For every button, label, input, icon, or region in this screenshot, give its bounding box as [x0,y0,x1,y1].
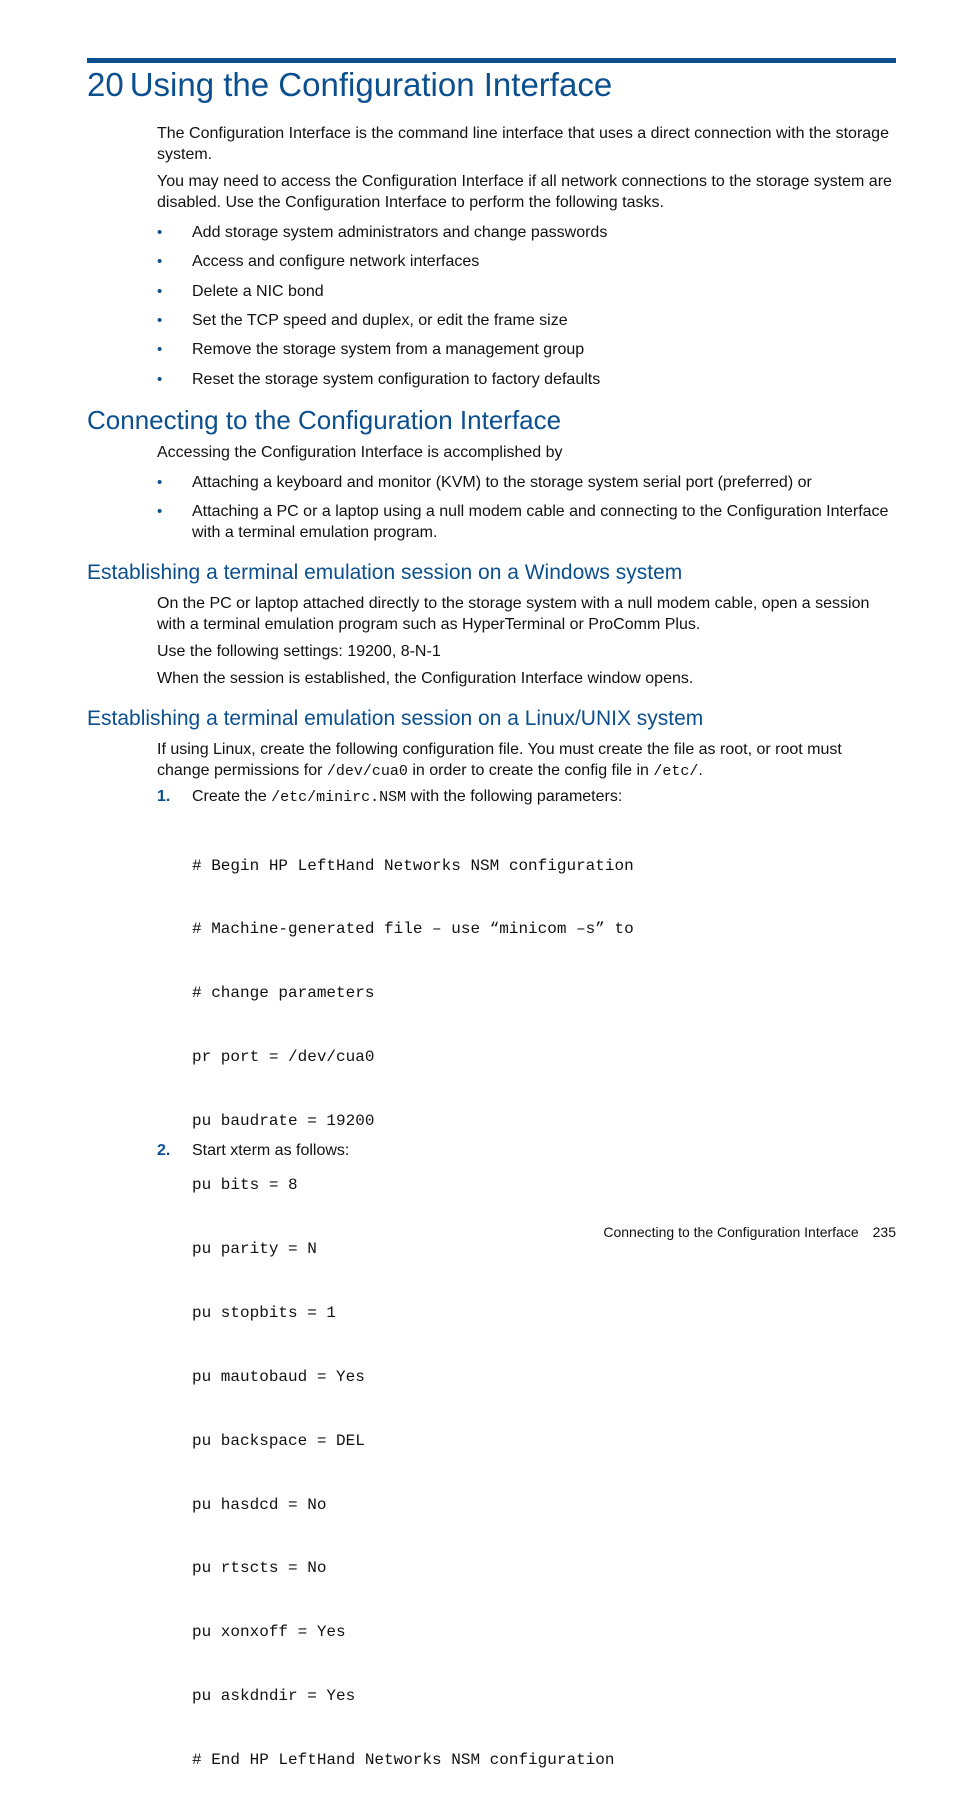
code-line: pu rtscts = No [192,1559,327,1578]
footer-section-title: Connecting to the Configuration Interface [603,1224,859,1240]
list-item: • Add storage system administrators and change passwords [157,224,608,241]
code-line: # change parameters [192,984,375,1003]
inline-code: /etc/ [653,763,699,780]
list-item: • Attaching a PC or a laptop using a null modem cable and connecting to the Configuration Interface with a terminal emulation program. [157,503,889,541]
list-item: • Access and configure network interfaces [157,253,480,270]
code-block [192,813,634,1793]
step-1: 1. Create the /etc/minirc.NSM with the following parameters: [157,788,623,806]
linux-intro: If using Linux, create the following configuration file. You must create the file as root, or root must change permissions for /dev/cua0 in order to create the config file in /etc/. [157,741,842,780]
code-line: pu backspace = DEL [192,1431,365,1450]
code-line: pu stopbits = 1 [192,1303,337,1322]
code-line: pu bits = 8 [192,1176,298,1195]
inline-code: /etc/minirc.NSM [271,789,407,806]
bullet-icon: • [157,224,163,241]
chapter-number: 20 [87,66,124,103]
windows-paragraph-3: When the session is established, the Configuration Interface window opens. [157,670,694,687]
bullet-icon: • [157,341,163,358]
section-heading-windows: Establishing a terminal emulation session on a Windows system [87,561,683,584]
connecting-lead: Accessing the Configuration Interface is accomplished by [157,444,563,461]
step-number: 1. [157,788,171,805]
page-number: 235 [872,1224,896,1240]
code-line: pu askdndir = Yes [192,1687,356,1706]
section-heading-linux: Establishing a terminal emulation session on a Linux/UNIX system [87,707,704,730]
windows-paragraph-1: On the PC or laptop attached directly to the storage system with a null modem cable, open a session with a terminal emulation program such as HyperTerminal or ProComm Plus. [157,595,870,633]
code-line: pu baudrate = 19200 [192,1112,375,1131]
intro-paragraph-1: The Configuration Interface is the command line interface that uses a direct connection with the storage system. [157,125,889,163]
chapter-title-text: Using the Configuration Interface [129,66,613,103]
code-line: pu hasdcd = No [192,1495,327,1514]
bullet-icon: • [157,474,163,491]
code-line: # End HP LeftHand Networks NSM configuration [192,1751,615,1770]
intro-paragraph-2: You may need to access the Configuration Interface if all network connections to the storage system are disabled. Use the Configuration Interface to perform the following tasks. [157,173,892,211]
bullet-icon: • [157,371,163,388]
code-line: pr port = /dev/cua0 [192,1048,375,1067]
list-item: • Set the TCP speed and duplex, or edit the frame size [157,312,568,329]
windows-paragraph-2: Use the following settings: 19200, 8-N-1 [157,643,441,660]
step-2: 2. Start xterm as follows: [157,1142,350,1159]
bullet-icon: • [157,283,163,300]
bullet-icon: • [157,312,163,329]
code-line: pu parity = N [192,1239,317,1258]
list-item: • Reset the storage system configuration to factory defaults [157,371,601,388]
code-line: # Begin HP LeftHand Networks NSM configuration [192,856,634,875]
bullet-icon: • [157,503,163,520]
page-footer [603,1222,896,1242]
step-number: 2. [157,1142,171,1159]
bullet-icon: • [157,253,163,270]
code-line: pu mautobaud = Yes [192,1367,365,1386]
list-item: • Attaching a keyboard and monitor (KVM) to the storage system serial port (preferred) or [157,474,812,491]
section-heading-connecting: Connecting to the Configuration Interface [87,405,562,435]
list-item: • Delete a NIC bond [157,283,324,300]
inline-code: /dev/cua0 [326,763,408,780]
code-line: # Machine-generated file – use “minicom –s” to [192,920,634,939]
chapter-title [87,62,612,108]
code-line: pu xonxoff = Yes [192,1623,346,1642]
list-item: • Remove the storage system from a management group [157,341,585,358]
